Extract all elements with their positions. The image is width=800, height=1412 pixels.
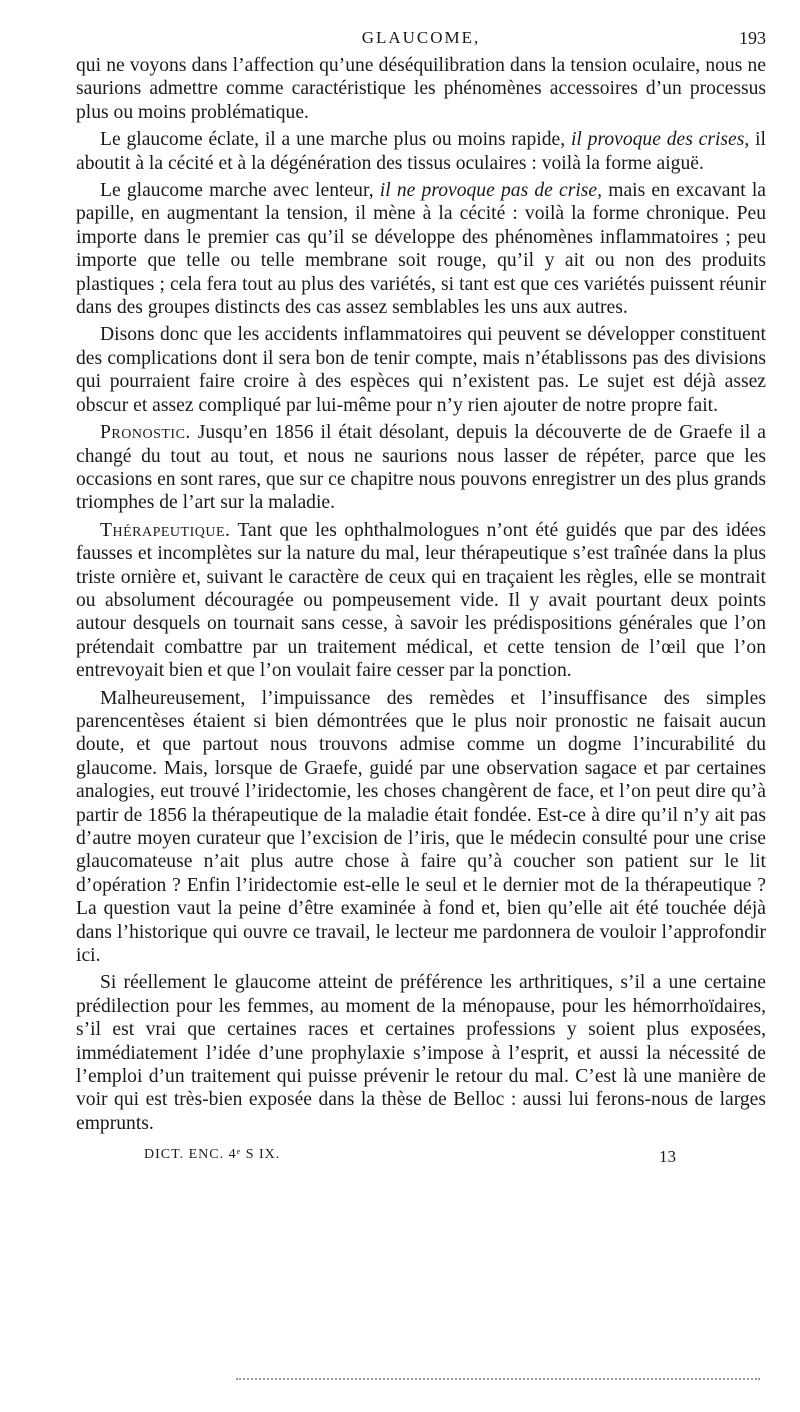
running-title: GLAUCOME, <box>361 28 481 47</box>
paragraph <box>76 323 766 417</box>
section-heading: Pronostic. <box>100 422 191 444</box>
paragraph <box>76 128 766 175</box>
paragraph <box>76 54 766 124</box>
text-run: il aboutit à la cécité et à la dégénération des tissus oculaires : voilà la forme aiguë. <box>76 129 767 174</box>
footer <box>76 1147 766 1171</box>
text-run: Si réellement le glaucome atteint de préférence les arthritiques, s’il a une certaine prédilection pour les femmes, au moment de la ménopause, pour les hémorrhoïdaires, s’il est vrai que certaines races et certaines professions y soient plus exposées, immédiatement l’idée d’une prophylaxie s’impose à l’esprit, et aussi la nécessité de l’emploi d’un traitement qui puisse prévenir le retour du mal. C’est là une manière de voir qui est très-bien exposée dans la thèse de Belloc : aussi lui ferons-nous de larges emprunts. <box>76 972 766 1134</box>
page <box>76 28 766 1171</box>
text-run: Le glaucome éclate, il a une marche plus ou moins rapide, <box>100 129 571 151</box>
running-header <box>76 28 766 54</box>
sheet-number: 13 <box>659 1147 676 1167</box>
signature-mark: DICT. ENC. 4ᵉ S IX. <box>144 1147 281 1163</box>
paragraph <box>76 179 766 319</box>
text-run: qui ne voyons dans l’affection qu’une déséquilibration dans la tension oculaire, nous ne saurions admettre comme caractéristique les phénomènes accessoires d’un processus plus ou moins problématique. <box>76 55 766 123</box>
text-run: Malheureusement, l’impuissance des remèdes et l’insuffisance des simples parencentèses étaient si bien démontrées que le plus noir pronostic ne faisait aucun doute, et que partout nous trouvons admise comme un dogme l’incurabilité du glaucome. Mais, lorsque de Graefe, guidé par une observation sagace et par certaines analogies, eut trouvé l’iridectomie, les choses changèrent de face, et l’on peut dire qu’à partir de 1856 la thérapeutique de la maladie était fondée. Est-ce à dire qu’il n’y ait pas d’autre moyen curateur que l’excision de l’iris, que le médecin consulté pour une crise glaucomateuse n’ait plus autre chose à faire qu’à coucher son patient sur le lit d’opération ? Enfin l’iridectomie est-elle le seul et le dernier mot de la thérapeutique ? La question vaut la peine d’être examinée à fond et, bien qu’elle ait été touchée déjà dans l’historique qui ouvre ce travail, le lecteur me pardonnera de vouloir l’approfondir ici. <box>76 687 766 967</box>
text-run: Jusqu’en 1856 il était désolant, depuis la découverte de de Graefe il a changé du tout au tout, et nous ne saurions nous lasser de répéter, parce que les occasions en sont rares, que sur ce chapitre nous pouvons enregistrer un des plus grands triomphes de l’art sur la maladie. <box>76 422 766 514</box>
paragraph <box>76 519 766 683</box>
paragraph <box>76 687 766 968</box>
text-run: mais en excavant la papille, en augmentant la tension, il mène à la cécité : voilà la forme chronique. Peu importe dans le premier cas qu’il se développe des phénomènes inflammatoires ; peu importe que telle ou telle membrane soit rouge, qu’il y ait ou non des produits plastiques ; cela fera tout au plus des variétés, si tant est que ces variétés puissent réunir dans des groupes distincts des cas assez semblables les uns aux autres. <box>76 180 767 319</box>
italic-phrase: il ne provoque pas de crise, <box>379 180 603 202</box>
bottom-rule <box>236 1378 760 1380</box>
page-number: 193 <box>739 28 766 48</box>
text-run: Le glaucome marche avec lenteur, <box>100 180 380 202</box>
text-run: Disons donc que les accidents inflammatoires qui peuvent se développer constituent des complications dont il sera bon de tenir compte, mais n’établissons pas des divisions qui pourraient faire croire à des espèces qui n’existent pas. Le sujet est déjà assez obscur et assez compliqué par lui-même pour n’y rien ajouter de notre propre fait. <box>76 324 766 416</box>
paragraph <box>76 971 766 1135</box>
text-run: Tant que les ophthalmologues n’ont été guidés que par des idées fausses et incomplètes sur la nature du mal, leur thérapeutique s’est traînée dans la plus triste ornière et, suivant le caractère de ceux qui en traçaient les règles, elle se montrait ou absolument découragée ou pompeusement vide. Il y avait pourtant deux points autour desquels on tournait sans cesse, à savoir les prédispositions générales que l’on prétendait combattre par un traitement médical, et cette tension de l’œil que l’on entrevoyait bien et que l’on voulait faire cesser par la ponction. <box>76 519 766 682</box>
italic-phrase: il provoque des crises, <box>570 129 750 151</box>
section-heading: Thérapeutique. <box>100 519 231 541</box>
paragraph <box>76 421 766 515</box>
body-text <box>76 54 766 1135</box>
